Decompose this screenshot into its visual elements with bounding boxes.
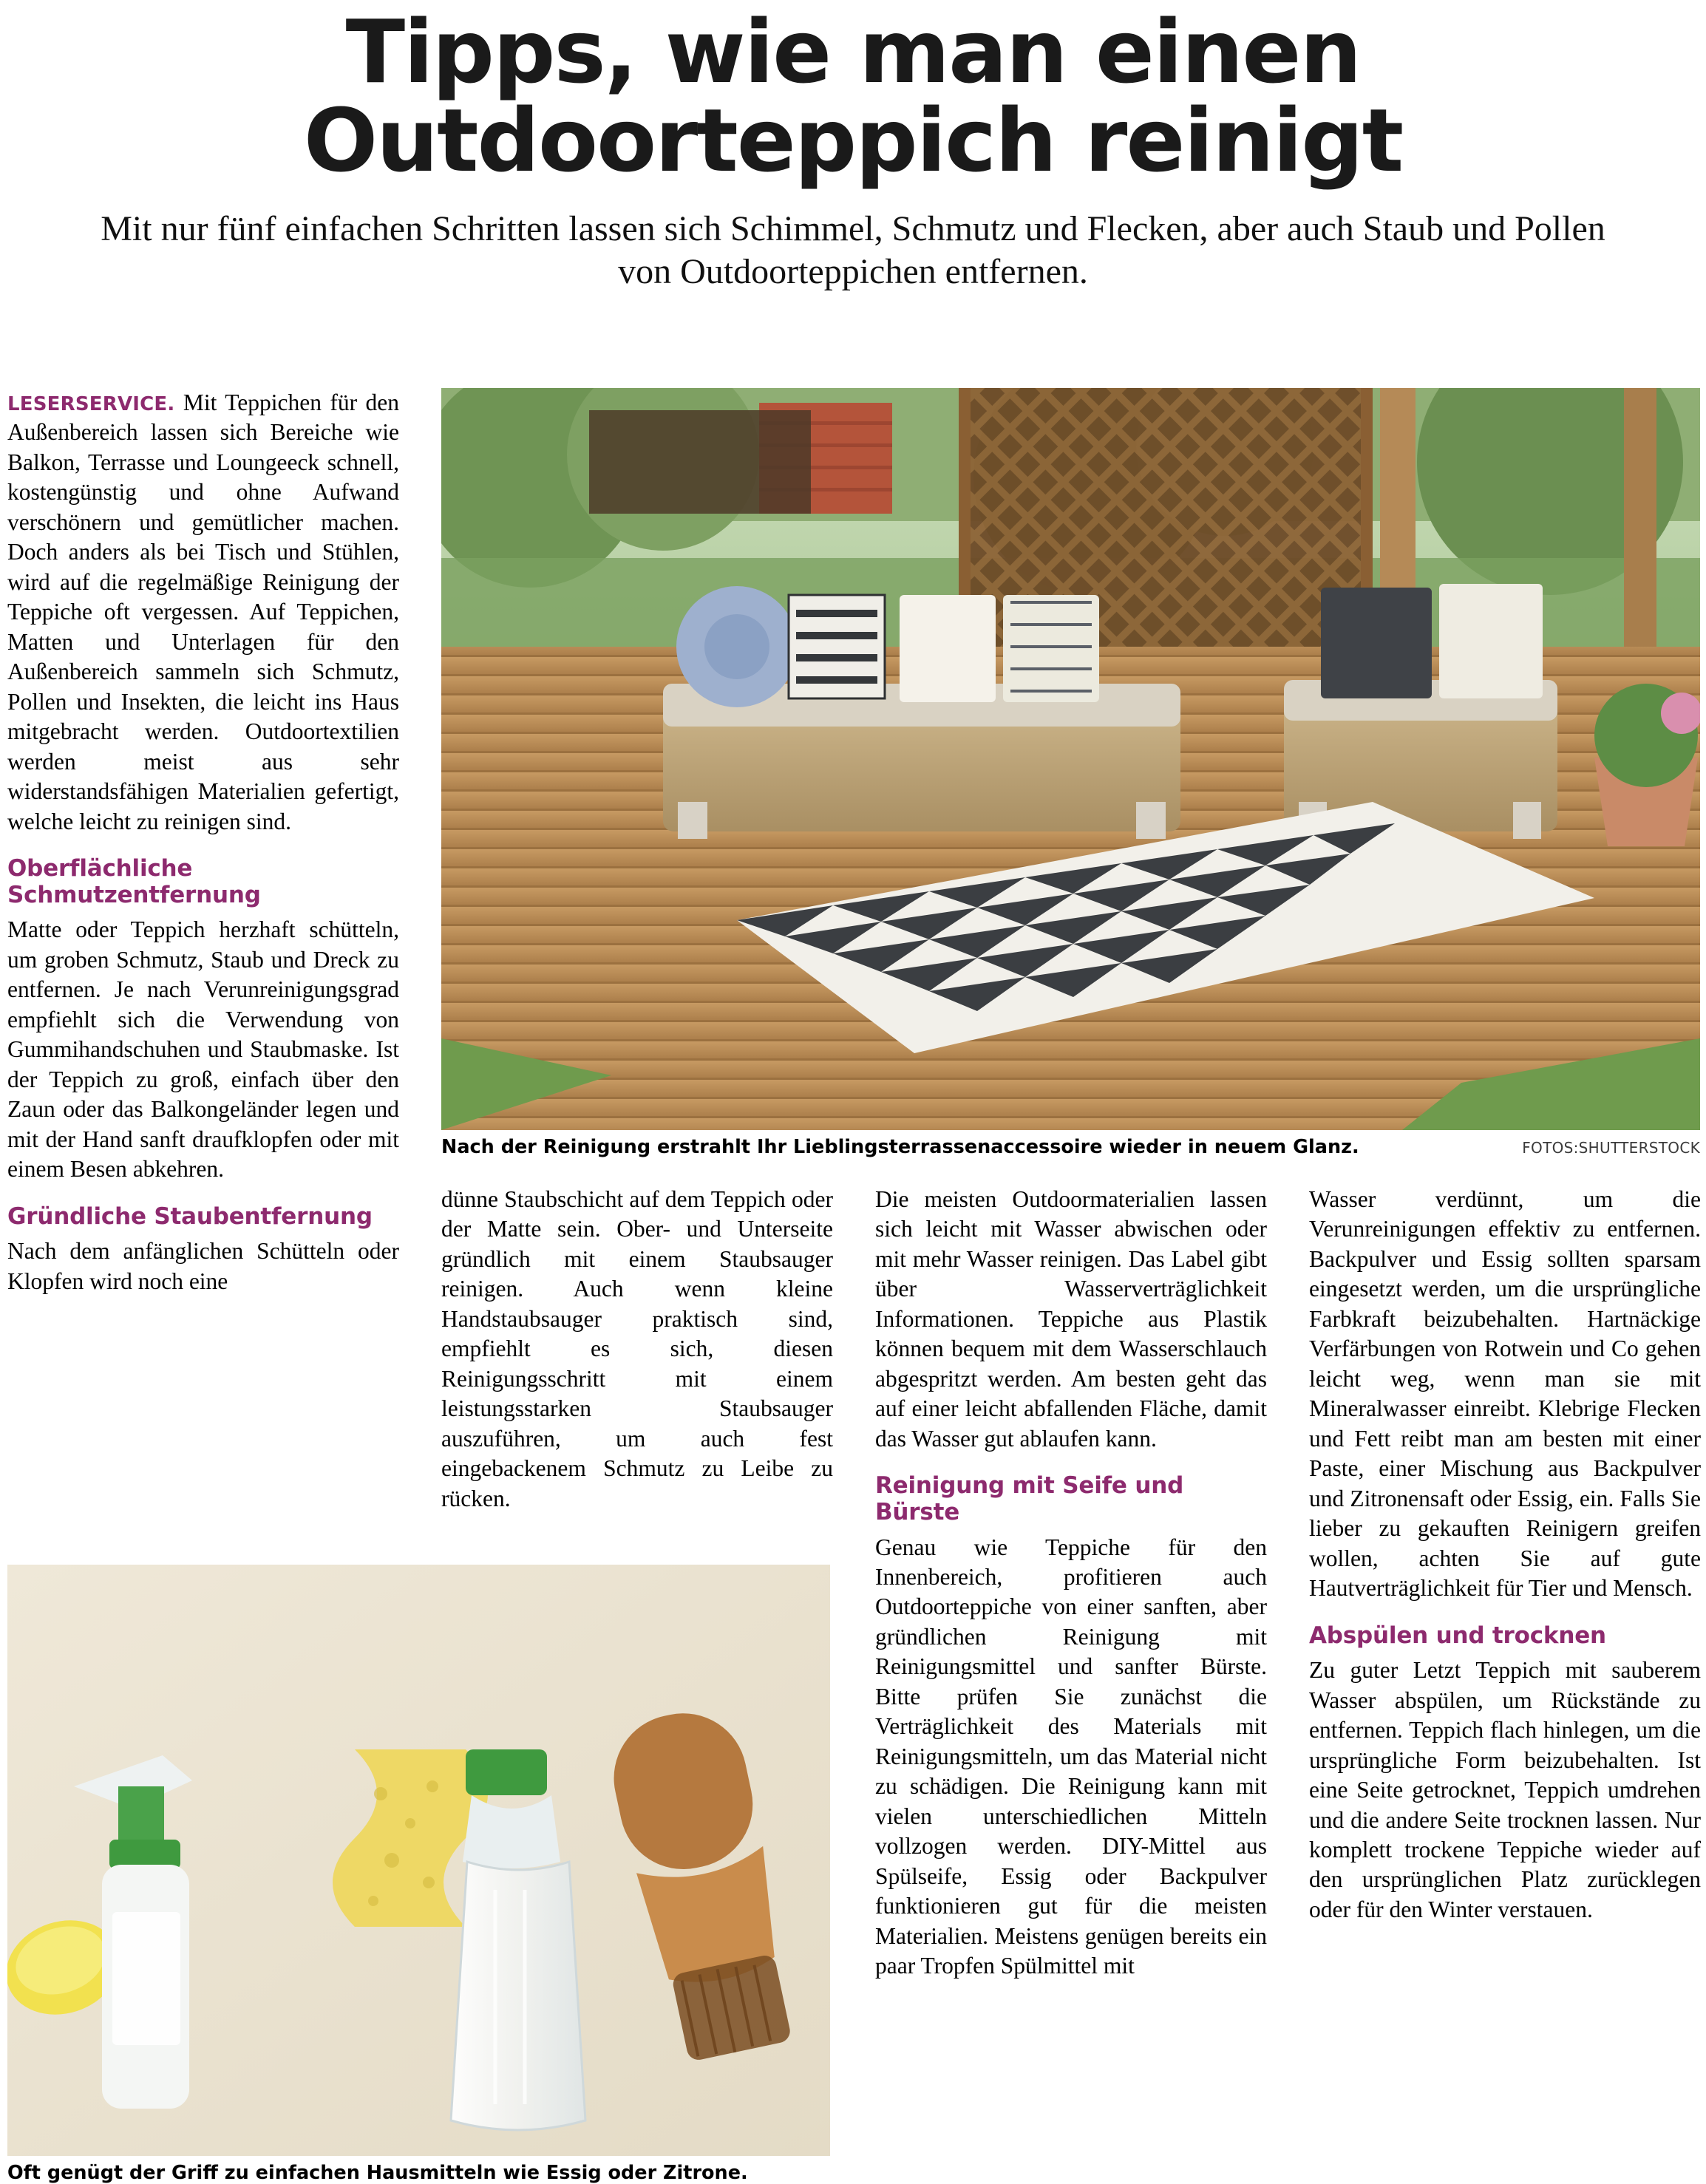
main-photo-terrace: [441, 388, 1700, 1130]
heading-reinigung-mit-seife-und-buerste: Reinigung mit Seife und Bürste: [875, 1472, 1184, 1525]
paragraph-soap-brush: Genau wie Teppiche für den Innenbereich, profitieren auch Outdoorteppiche von einer sanften, aber gründlichen Reinigung mit Reinigungsmittel und sanfter Bürste. Bitte prüfen Sie zunächst die Verträglichkeit des Materials mit Reinigungsmitteln, um das Material nicht zu schädigen. Die Reinigung kann mit vielen unterschiedlichen Mitteln vollzogen werden. DIY-Mittel aus Spülseife, Essig oder Backpulver funktionieren gut für die meisten Materialien. Meistens genügen bereits ein paar Tropfen Spülmittel mit: [875, 1534, 1267, 1979]
article-grid: [7, 388, 1701, 2184]
column-4: [1309, 1185, 1701, 1925]
photo-credit: FOTOS:SHUTTERSTOCK: [1522, 1139, 1700, 1157]
bottom-photo-illustration: [7, 1565, 830, 2156]
paragraph-rinse-dry: Zu guter Letzt Teppich mit sauberem Wasser abspülen, um Rückstände zu entfernen. Teppich flach hinlegen, um die ursprüngliche Form beizubehalten. Ist eine Seite getrocknet, Teppich umdrehen und die andere Seite trocknen lassen. Nur komplett trockene Teppiche wieder auf den ursprünglichen Platz zurücklegen oder für den Winter verstauen.: [1309, 1657, 1701, 1922]
intro-paragraph: [7, 388, 399, 837]
main-photo-illustration: [441, 388, 1700, 1130]
main-photo-caption-row: [441, 1136, 1700, 1158]
headline-line-1: Tipps, wie man einen: [345, 1, 1361, 103]
potted-plant: [1594, 684, 1700, 846]
headline-line-2: Outdoorteppich reinigt: [303, 89, 1403, 192]
heading-oberflaechliche-schmutzentfernung: Oberflächliche Schmutzentfernung: [7, 855, 261, 908]
armchair: [1284, 584, 1557, 839]
paragraph-dust-removal-start: Nach dem anfänglichen Schütteln oder Klopfen wird noch eine: [7, 1238, 399, 1294]
column-1: [7, 388, 399, 1296]
heading-gruendliche-staubentfernung: Gründliche Staubentfernung: [7, 1202, 373, 1230]
standfirst: Mit nur fünf einfachen Schritten lassen sich Schimmel, Schmutz und Flecken, aber auch Staub und Pollen von Outdoorteppichen entfernen.: [101, 208, 1605, 292]
paragraph-water-cleaning: Die meisten Outdoormaterialien lassen sich leicht mit Wasser abwischen oder mit mehr Wasser reinigen. Das Label gibt über Wasserverträglichkeit Informationen. Teppiche aus Plastik können bequem mit dem Wasserschlauch abgespritzt werden. Am besten geht das auf einer leicht abfallenden Fläche, damit das Wasser gut ablaufen kann.: [875, 1186, 1267, 1452]
kicker-label: LESERSERVICE.: [7, 393, 175, 415]
paragraph-surface-cleaning: Matte oder Teppich herzhaft schütteln, um groben Schmutz, Staub und Dreck zu entfernen. Je nach Verunreinigungsgrad empfiehlt sich die Verwendung von Gummihandschuhen und Staubmaske. Ist der Teppich zu groß, einfach über den Zaun oder das Balkongeländer legen und mit der Hand sanft draufklopfen oder mit einem Besen abkehren.: [7, 916, 399, 1183]
column-3: [875, 1185, 1267, 1981]
bottom-photo-caption: Oft genügt der Griff zu einfachen Hausmitteln wie Essig oder Zitrone.: [7, 2162, 748, 2184]
page-title: [69, 0, 1637, 192]
main-photo-caption: Nach der Reinigung erstrahlt Ihr Lieblingsterrassenaccessoire wieder in neuem Glanz.: [441, 1136, 1359, 1158]
heading-abspuelen-und-trocknen: Abspülen und trocknen: [1309, 1622, 1606, 1649]
paragraph-vacuuming: dünne Staubschicht auf dem Teppich oder der Matte sein. Ober- und Unterseite gründlich mit einem Staubsauger reinigen. Auch wenn kleine Handstaubsauger praktisch sind, empfiehlt es sich, diesen Reinigungsschritt mit einem leistungsstarken Staubsauger auszuführen, um auch fest eingebackenem Schmutz zu Leibe zu rücken.: [441, 1186, 833, 1511]
paragraph-detergents: Wasser verdünnt, um die Verunreinigungen effektiv zu entfernen. Backpulver und Essig sollten sparsam eingesetzt werden, um die ursprüngliche Farbkraft beizubehalten. Hartnäckige Verfärbungen von Rotwein und Co gehen leicht weg, wenn man sie mit Mineralwasser einreibt. Klebrige Flecken und Fett reibt man am besten mit einer Paste, einer Mischung aus Backpulver und Zitronensaft oder Essig, ein. Falls Sie lieber zu gekauften Reinigern greifen wollen, achten Sie auf gute Hautverträglichkeit für Tier und Mensch.: [1309, 1186, 1701, 1602]
bottom-photo-cleaning-supplies: [7, 1565, 830, 2156]
column-2: [441, 1185, 833, 1514]
intro-text: Mit Teppichen für den Außenbereich lassen sich Bereiche wie Balkon, Terrasse und Loungeeck schnell, kostengünstig und ohne Aufwand verschönern und gemütlicher machen. Doch anders als bei Tisch und Stühlen, wird auf die regelmäßige Reinigung der Teppiche oft vergessen. Auf Teppichen, Matten und Unterlagen für den Außenbereich sammeln sich Schmutz, Pollen und Insekten, die leicht ins Haus mitgebracht werden. Outdoortextilien werden meist aus sehr widerstandsfähigen Materialien gefertigt, welche leicht zu reinigen sind.: [7, 389, 399, 834]
